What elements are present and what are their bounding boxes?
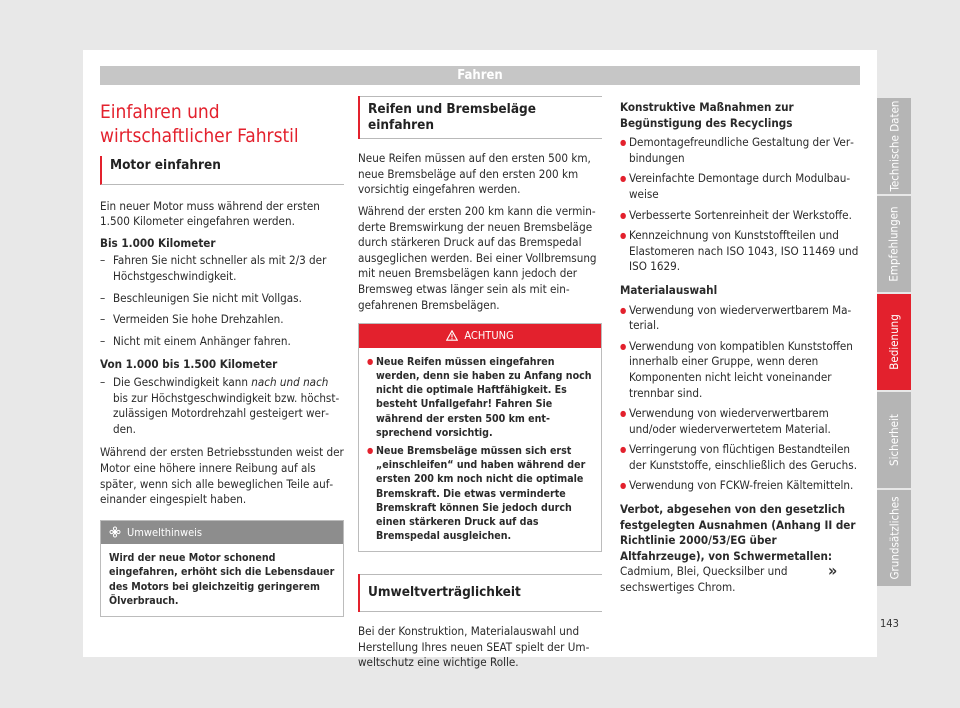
list-item: ● Verwendung von wiederverwertbarem Material. — [620, 303, 860, 334]
continue-marker: » — [828, 561, 838, 580]
list-item: – Beschleunigen Sie nicht mit Vollgas. — [100, 291, 344, 307]
list-item: ● Kennzeichnung von Kunststoffteilen und Elastomeren nach ISO 1043, ISO 11469 und ISO 1629. — [620, 228, 860, 275]
column-1 — [100, 96, 344, 617]
tab-technische-daten[interactable]: Technische Daten — [877, 98, 911, 194]
list-item: ● Neue Reifen müssen eingefahren werden, denn sie haben zu Anfang noch nicht die optimale Haftfähigkeit. Es besteht Unfallgefahr! Fahren Sie während der ersten 500 km entsprechend vorsichtig. — [367, 355, 593, 440]
paragraph: Während der ersten 200 km kann die verminderte Bremswirkung der neuen Bremsbeläge durch stärkeren Druck auf das Bremspedal ausgeglichen werden. Bei einer Vollbremsung mit neuen Bremsbelägen kann jedoch der Bremsweg etwas länger sein als mit eingefahrenen Bremsbelägen. — [358, 203, 597, 312]
list-item: ● Vereinfachte Demontage durch Modulbauweise — [620, 171, 860, 202]
warning-body — [359, 348, 601, 552]
list-item: ● Verringerung von flüchtigen Bestandteilen der Kunststoffe, einschließlich des Geruchs. — [620, 442, 860, 473]
list-item: ● Demontagefreundliche Gestaltung der Verbindungen — [620, 135, 860, 166]
page-number: 143 — [880, 617, 899, 630]
list-item: ● Neue Bremsbeläge müssen sich erst „einschleifen“ und haben während der ersten 200 km noch nicht die optimale Bremskraft. Die etwas verminderte Bremskraft können Sie jedoch durch einen stärkeren Druck auf das Bremspedal ausgleichen. — [367, 444, 593, 543]
list-item: ● Verwendung von kompatiblen Kunststoffen innerhalb einer Gruppe, wenn deren Komponenten nicht leicht voneinander trennbar sind. — [620, 339, 860, 401]
section-heading-environment: Umweltverträglichkeit — [358, 574, 602, 612]
paragraph: Bei der Konstruktion, Materialauswahl und Herstellung Ihres neuen SEAT spielt der Umweltschutz eine wichtige Rolle. — [358, 623, 590, 670]
paragraph: Neue Reifen müssen auf den ersten 500 km, neue Bremsbeläge auf den ersten 200 km vorsichtig eingefahren werden. — [358, 151, 591, 197]
warning-box — [358, 323, 602, 552]
environment-note-text: Wird der neue Motor schonend eingefahren, erhöht sich die Lebensdauer des Motors bei gleichzeitig geringerem Ölverbrauch. — [109, 552, 335, 607]
section-heading-tires: Reifen und Bremsbeläge einfahren — [358, 96, 602, 139]
environment-note — [100, 520, 344, 617]
subtitle: Motor einfahren — [100, 156, 344, 185]
warning-label: ACHTUNG — [464, 329, 514, 343]
section-header-band: Fahren — [100, 66, 860, 85]
paragraph-heavy-metals: Verbot, abgesehen von den gesetzlich festgelegten Ausnahmen (Anhang II der Richtlinie 2000/53/EG über Altfahrzeuge), von Schwermetallen: Cadmium, Blei, Quecksilber und sechswertiges Chrom. — [620, 502, 856, 595]
list-item: ● Verbesserte Sortenreinheit der Werkstoffe. — [620, 208, 860, 224]
paragraph: Während der ersten Betriebsstunden weist der Motor eine höhere innere Reibung auf als später, wenn sich alle beweglichen Teile aufeinander eingespielt haben. — [100, 445, 344, 507]
environment-note-label: Umwelthinweis — [127, 525, 203, 539]
flower-icon — [109, 526, 121, 538]
tab-bedienung[interactable]: Bedienung — [877, 294, 911, 390]
list-item: – Die Geschwindigkeit kann nach und nach bis zur Höchstgeschwindigkeit bzw. höchstzulässigen Motordrehzahl gesteigert werden. — [100, 375, 344, 437]
list-item: – Fahren Sie nicht schneller als mit 2/3 der Höchstgeschwindigkeit. — [100, 253, 344, 284]
heading-bis-1000: Bis 1.000 Kilometer — [100, 235, 216, 250]
intro-text: Ein neuer Motor muss während der ersten 1.500 Kilometer eingefahren werden. — [100, 198, 320, 229]
list-item: – Nicht mit einem Anhänger fahren. — [100, 334, 344, 350]
list-item: ● Verwendung von FCKW-freien Kältemitteln. — [620, 478, 860, 494]
tab-grundsaetzliches[interactable]: Grundsätzliches — [877, 490, 911, 586]
tab-sicherheit[interactable]: Sicherheit — [877, 392, 911, 488]
list-item: – Vermeiden Sie hohe Drehzahlen. — [100, 312, 344, 328]
page-title: Einfahren und wirtschaftlicher Fahrstil — [100, 101, 299, 147]
column-2 — [358, 96, 602, 677]
environment-note-header — [101, 521, 343, 545]
column-3 — [620, 96, 860, 602]
heading-material: Materialauswahl — [620, 282, 718, 297]
heading-1000-1500: Von 1.000 bis 1.500 Kilometer — [100, 357, 278, 372]
heading-recycling: Konstruktive Maßnahmen zur Begünstigung des Recyclings — [620, 100, 794, 130]
warning-icon — [446, 330, 458, 341]
tab-empfehlungen[interactable]: Empfehlungen — [877, 196, 911, 292]
list-item: ● Verwendung von wiederverwertbarem und/oder wiederverwertetem Material. — [620, 406, 860, 437]
warning-header — [359, 324, 601, 348]
